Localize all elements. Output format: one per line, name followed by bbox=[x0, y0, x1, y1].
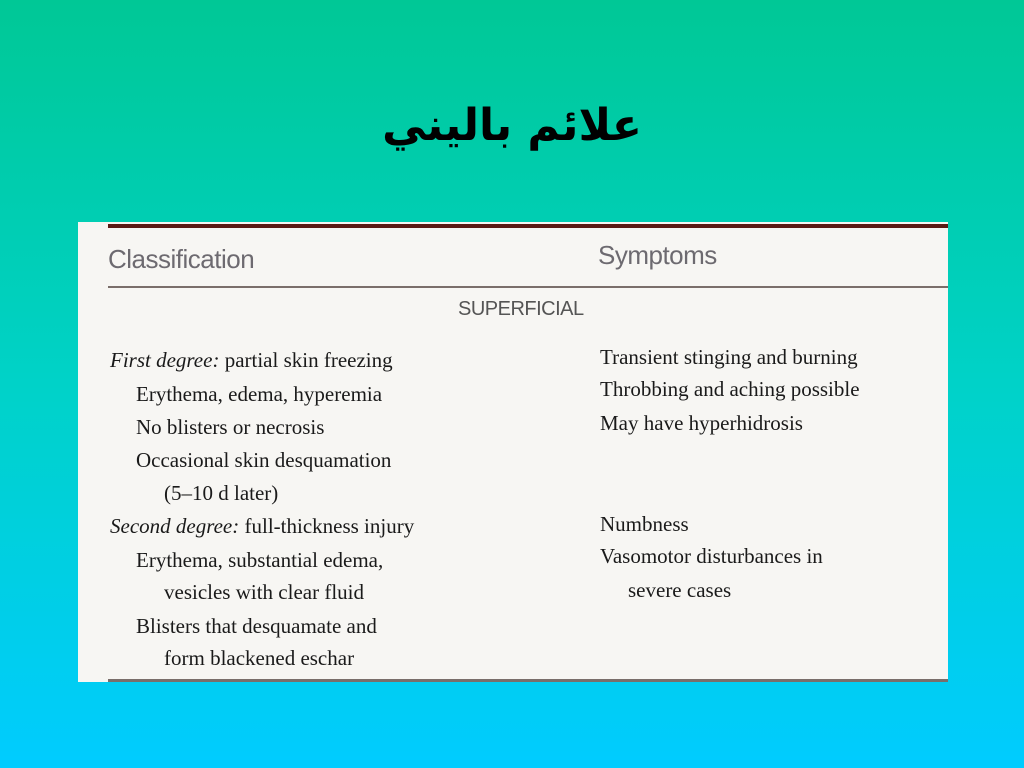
symptoms-header: Symptoms bbox=[598, 240, 717, 270]
first-degree-summary: partial skin freezing bbox=[224, 348, 393, 372]
first-degree-sign: No blisters or necrosis bbox=[136, 415, 325, 439]
second-degree-sign: Erythema, substantial edema, bbox=[136, 548, 384, 572]
first-degree-symptom: May have hyperhidrosis bbox=[600, 411, 803, 435]
second-degree-symptom: severe cases bbox=[628, 578, 732, 602]
table-top-rule bbox=[108, 224, 948, 228]
table-bottom-rule bbox=[108, 679, 948, 682]
second-degree-sign: vesicles with clear fluid bbox=[164, 580, 365, 604]
first-degree-symptom: Throbbing and aching possible bbox=[600, 377, 860, 401]
first-degree-sign: (5–10 d later) bbox=[164, 481, 279, 505]
classification-header: Classification bbox=[108, 244, 255, 274]
second-degree-label: Second degree: bbox=[110, 514, 240, 538]
classification-table bbox=[78, 222, 948, 682]
header-rule bbox=[108, 286, 948, 288]
first-degree-sign: Erythema, edema, hyperemia bbox=[136, 382, 383, 406]
first-degree-row bbox=[110, 348, 393, 372]
first-degree-sign: Occasional skin desquamation bbox=[136, 448, 392, 472]
second-degree-sign: Blisters that desquamate and bbox=[136, 614, 377, 638]
second-degree-summary: full-thickness injury bbox=[244, 514, 415, 538]
slide-title: علائم بالیني bbox=[382, 100, 642, 151]
second-degree-row bbox=[110, 514, 414, 538]
first-degree-symptom: Transient stinging and burning bbox=[600, 345, 858, 369]
first-degree-label: First degree: bbox=[110, 348, 220, 372]
section-label-superficial: SUPERFICIAL bbox=[458, 298, 584, 320]
second-degree-symptom: Numbness bbox=[600, 512, 689, 536]
second-degree-sign: form blackened eschar bbox=[164, 646, 355, 670]
second-degree-symptom: Vasomotor disturbances in bbox=[600, 544, 823, 568]
